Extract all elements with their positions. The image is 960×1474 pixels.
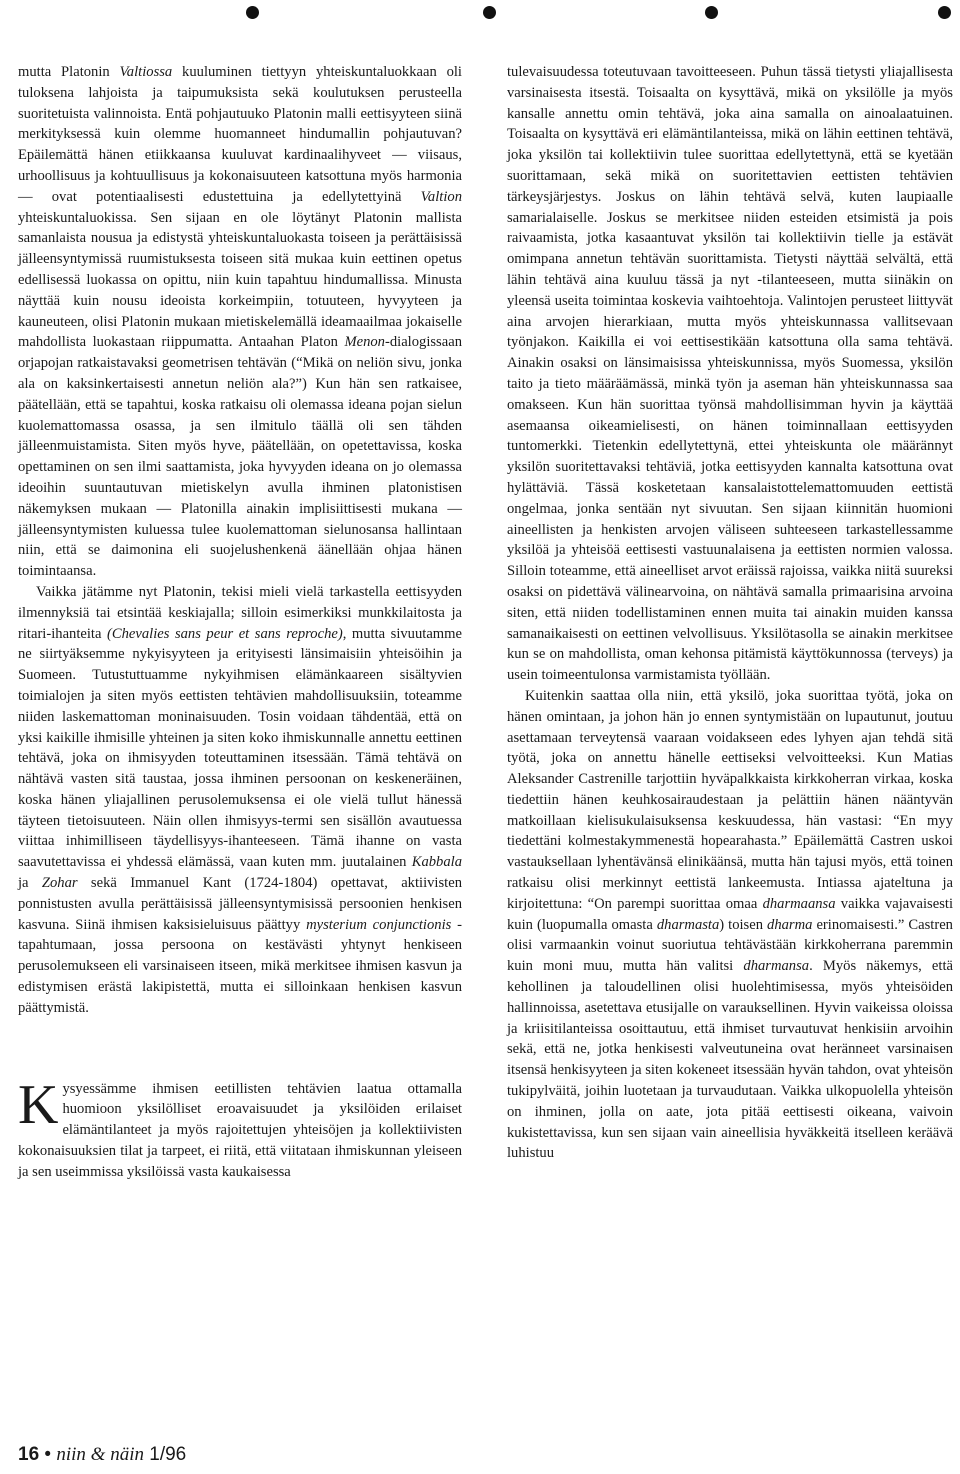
paragraph-text: ysyessämme ihmisen eetillisten tehtävien laatua ottamalla huomioon yksilölliset eroavaisuudet ja yksilöiden erilaiset elämäntilanteet ja myös rajoitettujen yhteisöjen ja kollektiivisten kokonaisuuksien tilat ja tarpeet, ei riitä, että viitataan ihmiskunnan yleiseen ja sen useimmissa yksilöissä vasta kaukaisessa xyxy=(18,1080,462,1180)
section-lead-paragraph xyxy=(18,1073,462,1183)
italic-run: dharma xyxy=(767,916,813,933)
page-footer xyxy=(18,1444,186,1466)
paragraph: Kuitenkin saattaa olla niin, että yksilö, joka suorittaa työtä, joka on hänen omintaan, ja johon hän jo ennen syntymistään on lupautunut, joutuu asettamaan terveytensä vaaraan voidakseen edes lyhyen ajan tehdä sitä työtä, joka on annettu hänelle eettiseksi velvoitteeksi. Kun Matias Aleksander Castrenille tarjottiin hyväpalkkaista kirkkoherran virkaa, koska tiedettiin hänen keuhkosairaudestaan ja pelättiin hänen nääntyvän matkoillaan kielisukulaisuksensa keskuudessa, hän vastasi: “En myy tiedettäni kolmestakymmenestä hopearahasta.” Epäilemättä Castren uskoi vastauksellaan lyhentävänsä elinikäänsä, mutta hän tajusi myös, että toinen ratkaisu olisi merkinnyt eettistä lankeemusta. Intiassa ajateltuna ja kirjoitettuna: “On parempi suorittaa omaa dharmaansa vaikka vajavaisesti kuin (luopumalla omasta dharmasta) toisen dharma erinomaisesti.” Castren olisi varmaankin voinut suoriutua tehtävästään kirkkoherrana paremmin kuin moni muu, mutta hän valitsi dharmansa. Myös näkemys, että kehollinen ja taloudellinen olisi huolehtimisessa, myös yhteisöiden hallinnoissa, asetettava etusijalle on varauksellinen. Hyvin vaikeissa oloissa ja kriisitilanteissa osoittautuu, että ihmiset turvautuvat henkisiin arvoihin sekä, että ne, jotka henkisesti valveutuneina ovat heränneet varsinaisen itsensä henkisyyteen ja siten kokeneet itsessään hyvän tahdon, ovat yhteisön tukipylväitä, joihin luotetaan ja turvaudutaan. Vaikka ulkopuolella yhteisön on ihminen, jolla on aate, jota pitää eettisesti oikeana, vaivoin kukistettavissa, kun sen sijaan vain aineellisia hyväkkeitä itselleen keräävä luhistuu xyxy=(507,687,954,1162)
italic-run: Zohar xyxy=(41,875,78,892)
top-edge-mark xyxy=(483,6,496,19)
italic-run: dharmasta xyxy=(656,916,720,933)
italic-run: dharmaansa xyxy=(762,895,836,912)
paragraph: Vaikka jätämme nyt Platonin, tekisi mieli vielä tarkastella eettisyyden ilmennyksiä tai etsintää keskiajalla; silloin esimerkiksi munkkilaitosta ja ritari-ihanteita (Chevalies sans peur et sans reproche), mutta sivuutamme ne siirtyäksemme nykyisyyteen ja erityisesti länsimaisiin yhteisöihin ja Suomeen. Tutustuttuamme nykyihmisen elämänkaareen sisältyvien toimialojen ja siten myös eettisten tehtävien mahdollisuuksiin, toteamme niiden laskemattoman moninaisuuden. Tosin voidaan tähdentää, että on yksi kaikille ihmisille yhteinen ja siten koko ihmiskunnalle annettu eettinen tehtävä, joka on ihmisyyden toteuttaminen itsessään. Tämä tehtävä on nähtävä vasten sitä taustaa, jossa ihminen persoonan on keskeneräinen, koska hänen yliajallinen perusolemuksensa ei ole vielä tullut hänessä täyteen tietoisuuteen. Näin ollen ihmisyys-termi sen sisällön avautuessa viittaa inhimilliseen täydellisyys-ihanteeseen. Tämä ihanne on vasta saavutettavissa ei yhdessä elämässä, vaan kuten mm. juutalainen Kabbala ja Zohar sekä Immanuel Kant (1724-1804) opettavat, aktiivisten ponnistusten avulla perättäisissä jälleensyntymisissä persoonien henkisen kasvuna. Siinä ihmisen kaksisieluisuus päättyy mysterium conjunctionis -tapahtumaan, jossa persoona on kestävästi yhtynyt henkiseen perusolemukseen eli varsinaiseen itseen, mikä merkitsee ihmisen kasvun ja edistymisen erästä lakipistettä, mutta ei silloinkaan henkisen kasvun päättymistä. xyxy=(18,583,462,1016)
italic-run: mysterium conjunctionis xyxy=(306,916,452,933)
top-edge-mark xyxy=(938,6,951,19)
right-column xyxy=(507,62,953,1164)
drop-cap: K xyxy=(18,1073,59,1136)
italic-run: (Chevalies sans peur et sans reproche) xyxy=(107,625,343,642)
paragraph: tulevaisuudessa toteutuvaan tavoitteeseen. Puhun tässä tietysti yliajallisesta varsinaisesta itsestä. Toisaalta on kysyttävä, mikä on yksilölle ja myös kansalle annettu omin tehtävä, joka aina samalla on ainoalaatuinen. Toisaalta on kysyttävä eri elämäntilanteissa, mikä on lähin eettinen tehtävä, joka yksilön tai kollektiivin tulee suorittaa edellytettynä, että se kyetään suorittamaan, sekä mikä on suoritettavien eettisten tehtävien tärkeysjärjestys. Joskus on lähin tehtävä selvä, kuten laupiaalle samarialaiselle. Joskus se merkitsee niiden esteiden etsimistä ja pois raivaamista, jotka kasaantuvat yksilön tai kollektiivin tielle ja estävät omimpana annetun tehtävän suorittamista. Tietysti näyttää selvältä, että lähin tehtävä aina kuuluu tässä ja nyt -tilanteeseen, mutta siinäkin on yleensä useita toimintaa koskevia vaihtoehtoja. Valintojen perusteet liittyvät aina arvojen hierarkiaan, mutta myös yhteiskunnassa vallitsevaan työnjakon. Kaikilla ei voi eettisestikään katsottuna olla sama tehtävä. Ainakin osaksi on länsimaisissa yhteiskunnissa, myös Suomessa, yksilön taito ja tieto määräämässä, minkä työn ja aseman hän yhteiskunnassa saa omakseen. Kun hän suorittaa työnsä mahdollisimman hyvin ja käyttää asemaansa oikeamielisesti, on hänen toiminnallaan eettisyyden tuntomerkki. Tietenkin edellytettynä, ettei yhteiskunta ole määrännyt yksilön suoritettavaksi tehtäviä, jotka eettisyyden kannalta katsottuna ovat hylättäviä. Tässä kosketetaan kansalaistottelemattomuuden eettistä ongelmaa, jonka sentään nyt sivuutan. Sen sijaan kiinnitän huomioni aineellisten ja henkisten arvojen väliseen suhteeseen tarkastellessamme yksilöä ja yhteisöä eettisesti vastuunalaisena ja eettisten normien valossa. Silloin toteamme, että aineelliset arvot eräissä rajoissa, vaikka niitä suureksi osaksi on pidettävä välinearvoina, on nähtävä samalla primaarisina arvoina siten, että niiden todellistaminen ennen muita tai ainakin muiden kanssa samanaikaisesti on eettinen velvollisuus. Yksilötasolla se ainakin merkitsee kun se on mahdollista, oman kehonsa pitämistä käyttökunnossa (terveys) ja usein toimeentulonsa varmistamista työllään. xyxy=(507,64,953,684)
magazine-name: niin & näin xyxy=(56,1444,144,1465)
paragraph: mutta Platonin Valtiossa kuuluminen tiettyyn yhteiskuntaluokkaan oli tuloksena lahjoista ja taipumuksista sekä koulutuksen perusteella suoritetuista valinnoista. Entä pohjautuuko Platonin malli eettisyyteen siinä merkityksessä kuin olemme huomanneet hindumallin pohjautuvan? Epäilemättä hänen etiikkaansa kuuluvat kardinaalihyveet — viisaus, urhoollisuus ja kohtuullisuus ja kokonaisuuteen katsottuna myös harmonia — ovat potentiaalisesti edustettuina ja edellytettyinä Valtion yhteiskuntaluokissa. Sen sijaan en ole löytänyt Platonin mallista samanlaista nousua ja edistystä yhteiskuntaluokasta toiseen ja perättäisissä jälleensyntymissä ruumistuksesta toiseen sitä mukaa kuin eettinen opetus edellisessä luokassa on opittu, niin kuin tapahtuu hindumallissa. Minusta näyttää kuin nousu ideoista korkeimpiin, totuuteen, hyvyyteen ja kauneuteen, olisi Platonin mukaan mietiskelemällä ideamaailmaa jokaiselle mahdollista luokastaan riippumatta. Antaahan Platon Menon-dialogissaan orjapojan ratkaistavaksi geometrisen tehtävän (“Mikä on neliön sivu, jonka ala on kaksinkertaisesti annetun neliön ala?”) Kun hän sen ratkaisee, päätellään, että se tapahtui, koska ratkaisu oli olemassa ideana pojan sielun kuolemattomassa osassa, ja sen ilmitulo täällä oli sen tähden jälleenmuistamista. Siten myös hyve, päätellään, on opetettavissa, koska opettaminen on sen ilmi saattamista, joka hyvyyden ideana on jo olemassa ideoihin suuntautuvan mietiskelyn avulla ihminen platonistisen näkemyksen mukaan — Platonilla ainakin implisiittisesti mukana — jälleensyntymisten kuluessa tulee kuolemattoman sielunosansa hallintaan niin, että se daimonina eli suojelushenkenä äänellään ohjaa hänen toimintaansa. xyxy=(18,64,462,580)
top-edge-mark xyxy=(246,6,259,19)
italic-run: Menon xyxy=(344,334,385,351)
top-edge-mark xyxy=(705,6,718,19)
left-column xyxy=(18,62,462,1183)
italic-run: Valtiossa xyxy=(119,64,173,80)
page-number: 16 xyxy=(18,1444,40,1465)
italic-run: Kabbala xyxy=(411,854,462,871)
footer-bullet: • xyxy=(44,1444,52,1465)
italic-run: Valtion xyxy=(420,188,462,205)
issue-number: 1/96 xyxy=(149,1444,187,1465)
italic-run: dharmansa xyxy=(743,958,810,975)
